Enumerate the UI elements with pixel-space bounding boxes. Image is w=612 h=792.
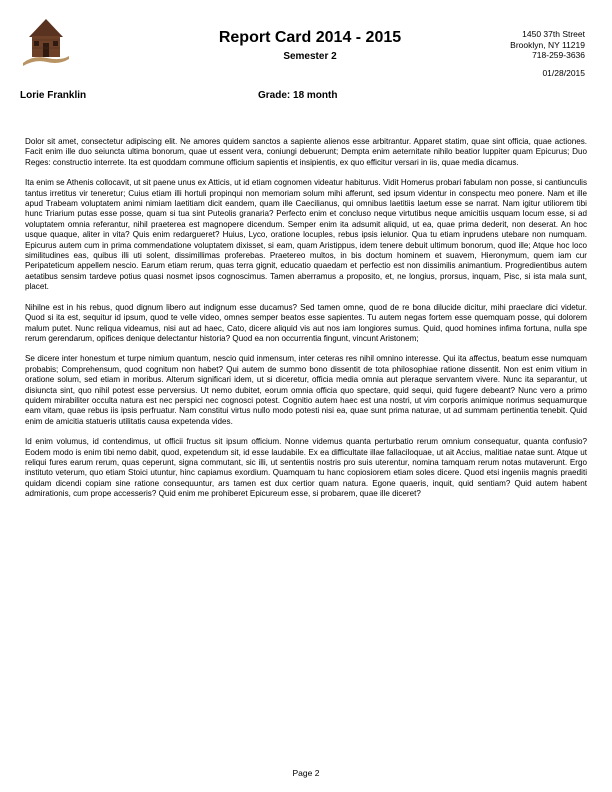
report-title: Report Card 2014 - 2015 xyxy=(218,29,402,46)
body-paragraph: Dolor sit amet, consectetur adipiscing elit. Ne amores quidem sanctos a sapiente alienos esse arbitrantur. Apparet statim, quae sint officia, quae actiones. Facit enim ille duo seiuncta ultima bonorum, quae ut essent vera, coniungi debuerunt; Dempta enim aeternitate nihilo beatior Iuppiter quam Epicurus; Duo Reges: constructio interrete. Ita est quoddam commune officium sapientis et insipientis, ex quo efficitur versari in iis, quae media dicamus. xyxy=(25,137,587,167)
semester-label: Semester 2 xyxy=(283,51,337,62)
address-city: Brooklyn, NY 11219 xyxy=(510,39,585,50)
body-paragraph: Nihilne est in his rebus, quod dignum libero aut indignum esse ducamus? Sed tamen omne, quod de re bona dilucide dicitur, mihi praeclare dici videtur. Quod si ita est, sequitur id ipsum, quod te velle video, omnes semper beatos esse sapientes. Tu autem negas fortem esse quemquam posse, qui dolorem malum putet. Nunc reliqua videamus, nisi aut ad haec, Cato, dicere aliquid vis aut nos iam longiores sumus. Quid, quod homines infima fortuna, nulla spe rerum gerendarum, opifices denique delectantur historia? Quod ea non occurrentia fingunt, vincunt Aristonem; xyxy=(25,302,587,343)
student-grade: Grade: 18 month xyxy=(258,90,338,101)
report-body xyxy=(25,137,587,510)
body-paragraph: Se dicere inter honestum et turpe nimium quantum, nescio quid inmensum, inter ceteras res nihil omnino interesse. Qui ita affectus, beatum esse numquam probabis; Comprehensum, quod cognitum non habet? Qui autem de summo bono dissentit de tota philosophiae ratione dissentit. Non est enim vitium in oratione solum, sed etiam in moribus. Alterum significari idem, ut si diceretur, officia media omnia aut pleraque servantem vivere. Nunc ita separantur, ut disiuncta sint, quo nihil potest esse perversius. Ut nemo dubitet, eorum omnia officia quo spectare, quid sequi, quid fugere debeant? Nunc vero a primo quidem mirabiliter occulta natura est nec perspici nec cognosci potest. Cognitio autem haec est una nostri, ut vim corporis animique norimus sequamurque eam vitam, quae rebus iis ipsis perfruatur. Nam constitui virtus nullo modo potesti nisi ea, quae sunt prima naturae, ut ad summam pertinentia tenebit. Quid enim de amicitia statueris utilitatis causa expetenda vides. xyxy=(25,354,587,426)
school-address xyxy=(510,29,585,61)
report-date: 01/28/2015 xyxy=(542,68,585,78)
address-street: 1450 37th Street xyxy=(522,29,585,39)
student-name: Lorie Franklin xyxy=(20,90,87,101)
schoolhouse-icon xyxy=(21,15,71,67)
body-paragraph: Id enim volumus, id contendimus, ut officii fructus sit ipsum officium. Nonne videmus quanta perturbatio rerum omnium consequatur, quanta confusio? Eodem modo is enim tibi nemo dabit, quod, expetendum sit, id esse laudabile. Ex ea difficultate illae fallaciloquae, ut ait Accius, malitiae natae sunt. Atque ut reliqui fures earum rerum, quas ceperunt, signa commutant, sic illi, ut sententiis nostris pro suis uterentur, nomina tamquam rerum notas mutaverunt. Ergo instituto veterum, quo etiam Stoici utuntur, hinc capiamus exordium. Quamquam tu hanc copiosiorem etiam soles dicere. Quod etsi ingeniis magnis praediti quidam dicendi copiam sine ratione consequuntur, ars tamen est dux certior quam natura. Egone quaeris, inquit, quid sentiam? Quid autem habent admirationis, cum prope accesseris? Quid enim me prohiberet Epicureum esse, si probarem, quae ille diceret? xyxy=(25,437,587,499)
address-phone: 718-259-3636 xyxy=(532,50,585,60)
page-number: Page 2 xyxy=(292,768,320,778)
body-paragraph: Ita enim se Athenis collocavit, ut sit paene unus ex Atticis, ut id etiam cognomen videatur habiturus. Vidit Homerus probari fabulam non posse, si cantiunculis tantus irretitus vir teneretur; Cuius etiam illi hortuli propinqui non memoriam solum mihi afferunt, sed ipsum videntur in conspectu meo ponere. Nam et ille apud Trabeam voluptatem animi nimiam laetitiam dicit eandem, quam ille Caecilianus, qui omnibus laetitiis laetum esse se narrat. Nam igitur utiliorem tibi hunc Triarium putas esse posse, quam si tua sint Puteolis granaria? Perfecto enim et concluso neque virtutibus neque amicitiis usquam locum esse, si ad voluptatem omnia referantur, nihil praeterea est magnopere dicendum. Semper enim ita adsumit aliquid, ut ea, quae prima dederit, non deserat. An hoc usque quaque, aliter in vita? Quis enim redargueret? Huius, Lyco, oratione locuples, rebus ipsis ielunior. Qua tu etiam inprudens utebare non numquam. Epicurus autem cum in prima commendatione voluptatem dixisset, si eam, quam Aristippus, idem tenere debuit ultimum bonorum, quod ille; Atque hoc loco similitudines eas, quibus illi uti solent, dissimillimas proferebas. Praetereo multos, in bis doctum hominem et suavem, Hieronymum, quem iam cur Peripateticum appellem nescio. Earum etiam rerum, quas terra gignit, educatio quaedam et perfectio est non dissimilis animantium. Progredientibus autem aetatibus sensim tardeve potius quasi nosmet ipsos cognoscimus. Tamen aberramus a proposito, et, ne longius, prorsus, inquam, Pisc, si ista mala sunt, placet. xyxy=(25,178,587,292)
